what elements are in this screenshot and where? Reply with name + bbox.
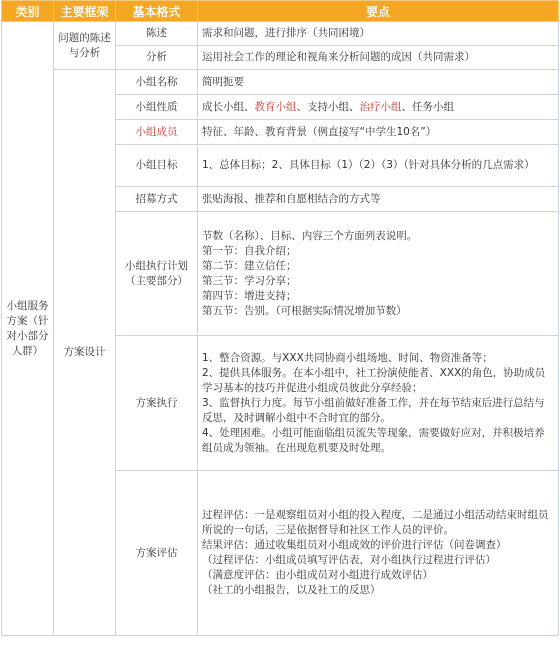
xingzhi-text-c: 、支持小组、: [296, 100, 360, 113]
pinggu-line: （社工的小组报告，以及社工的反思）: [202, 584, 381, 596]
format-mubiao: 小组目标: [116, 145, 198, 187]
format-pinggu: 方案评估: [116, 471, 198, 636]
framework-problem: 问题的陈述与分析: [54, 22, 116, 70]
point-zhaomu: 张贴海报、推荐和自愿相结合的方式等: [198, 187, 559, 212]
jihua-line: 第四节：增进支持；: [202, 289, 297, 302]
xingzhi-text-b: 教育小组: [254, 100, 297, 113]
table-row: [2, 70, 559, 95]
pinggu-line: 过程评估：一是观察组员对小组的投入程度，二是通过小组活动结束时组员所说的一句话，三是依据督导和社区工作人员的评价。: [202, 509, 549, 536]
pinggu-line: 结果评估：通过收集组员对小组成效的评价进行评估（问卷调查）: [202, 539, 507, 551]
table-row: [2, 22, 559, 46]
jihua-line: 节数（名称）、目标、内容三个方面列表说明。: [202, 229, 418, 242]
format-jihua: 小组执行计划（主要部分）: [116, 212, 198, 336]
xingzhi-text-a: 成长小组、: [202, 100, 255, 113]
header-framework: 主要框架: [54, 1, 116, 22]
point-pinggu: [198, 471, 559, 636]
pinggu-line: （过程评估：小组成员填写评估表，对小组执行过程进行评估）: [202, 554, 496, 566]
framework-design: 方案设计: [54, 70, 116, 636]
jihua-line: 第一节：自我介绍；: [202, 244, 297, 257]
xingzhi-text-e: 、任务小组: [401, 100, 454, 113]
header-row: [2, 1, 559, 22]
point-fenxi: 运用社会工作的理论和视角来分析问题的成因（共同需求）: [198, 46, 559, 70]
pinggu-line: （满意度评估：由小组成员对小组进行成效评估）: [202, 569, 433, 581]
format-chengyuan: 小组成员: [116, 120, 198, 145]
point-chenshu: 需求和问题，进行排序（共同困境）: [198, 22, 559, 46]
plan-table: [1, 0, 559, 636]
point-mingcheng: 简明扼要: [198, 70, 559, 95]
header-points: 要点: [198, 1, 559, 22]
header-category: 类别: [2, 1, 54, 22]
xingzhi-text-d: 治疗小组: [359, 100, 402, 113]
format-zhaomu: 招募方式: [116, 187, 198, 212]
header-format: 基本格式: [116, 1, 198, 22]
zhixing-line: 3、监督执行力度。每节小组前做好准备工作，并在每节结束后进行总结与反思，及时调解小组中不合时宜的部分。: [202, 396, 545, 424]
category-cell: 小组服务方案（针对小部分人群）: [2, 22, 54, 636]
jihua-line: 第三节：学习分享；: [202, 274, 297, 287]
format-fenxi: 分析: [116, 46, 198, 70]
jihua-line: 第五节：告别。（可根据实际情况增加节数）: [202, 304, 407, 317]
point-chengyuan: 特征、年龄、教育背景（例直接写“中学生10名”）: [198, 120, 559, 145]
jihua-line: 第二节：建立信任；: [202, 259, 297, 272]
format-mingcheng: 小组名称: [116, 70, 198, 95]
zhixing-line: 4、处理困难。小组可能面临组员流失等现象，需要做好应对，并积极培养组员成为领袖。在出现危机要及时处理。: [202, 426, 545, 454]
zhixing-line: 2、提供具体服务。在本小组中，社工扮演使能者、XXX的角色，协助成员学习基本的技巧并促进小组成员彼此分享经验；: [202, 366, 546, 394]
point-mubiao: 1、总体目标；2、具体目标（1）（2）（3）（针对具体分析的几点需求）: [198, 145, 559, 187]
zhixing-line: 1、整合资源。与XXX共同协商小组场地、时间、物资准备等；: [202, 351, 493, 364]
point-zhixing: [198, 336, 559, 471]
format-chenshu: 陈述: [116, 22, 198, 46]
format-zhixing: 方案执行: [116, 336, 198, 471]
point-jihua: [198, 212, 559, 336]
format-xingzhi: 小组性质: [116, 95, 198, 120]
point-xingzhi: [198, 95, 559, 120]
